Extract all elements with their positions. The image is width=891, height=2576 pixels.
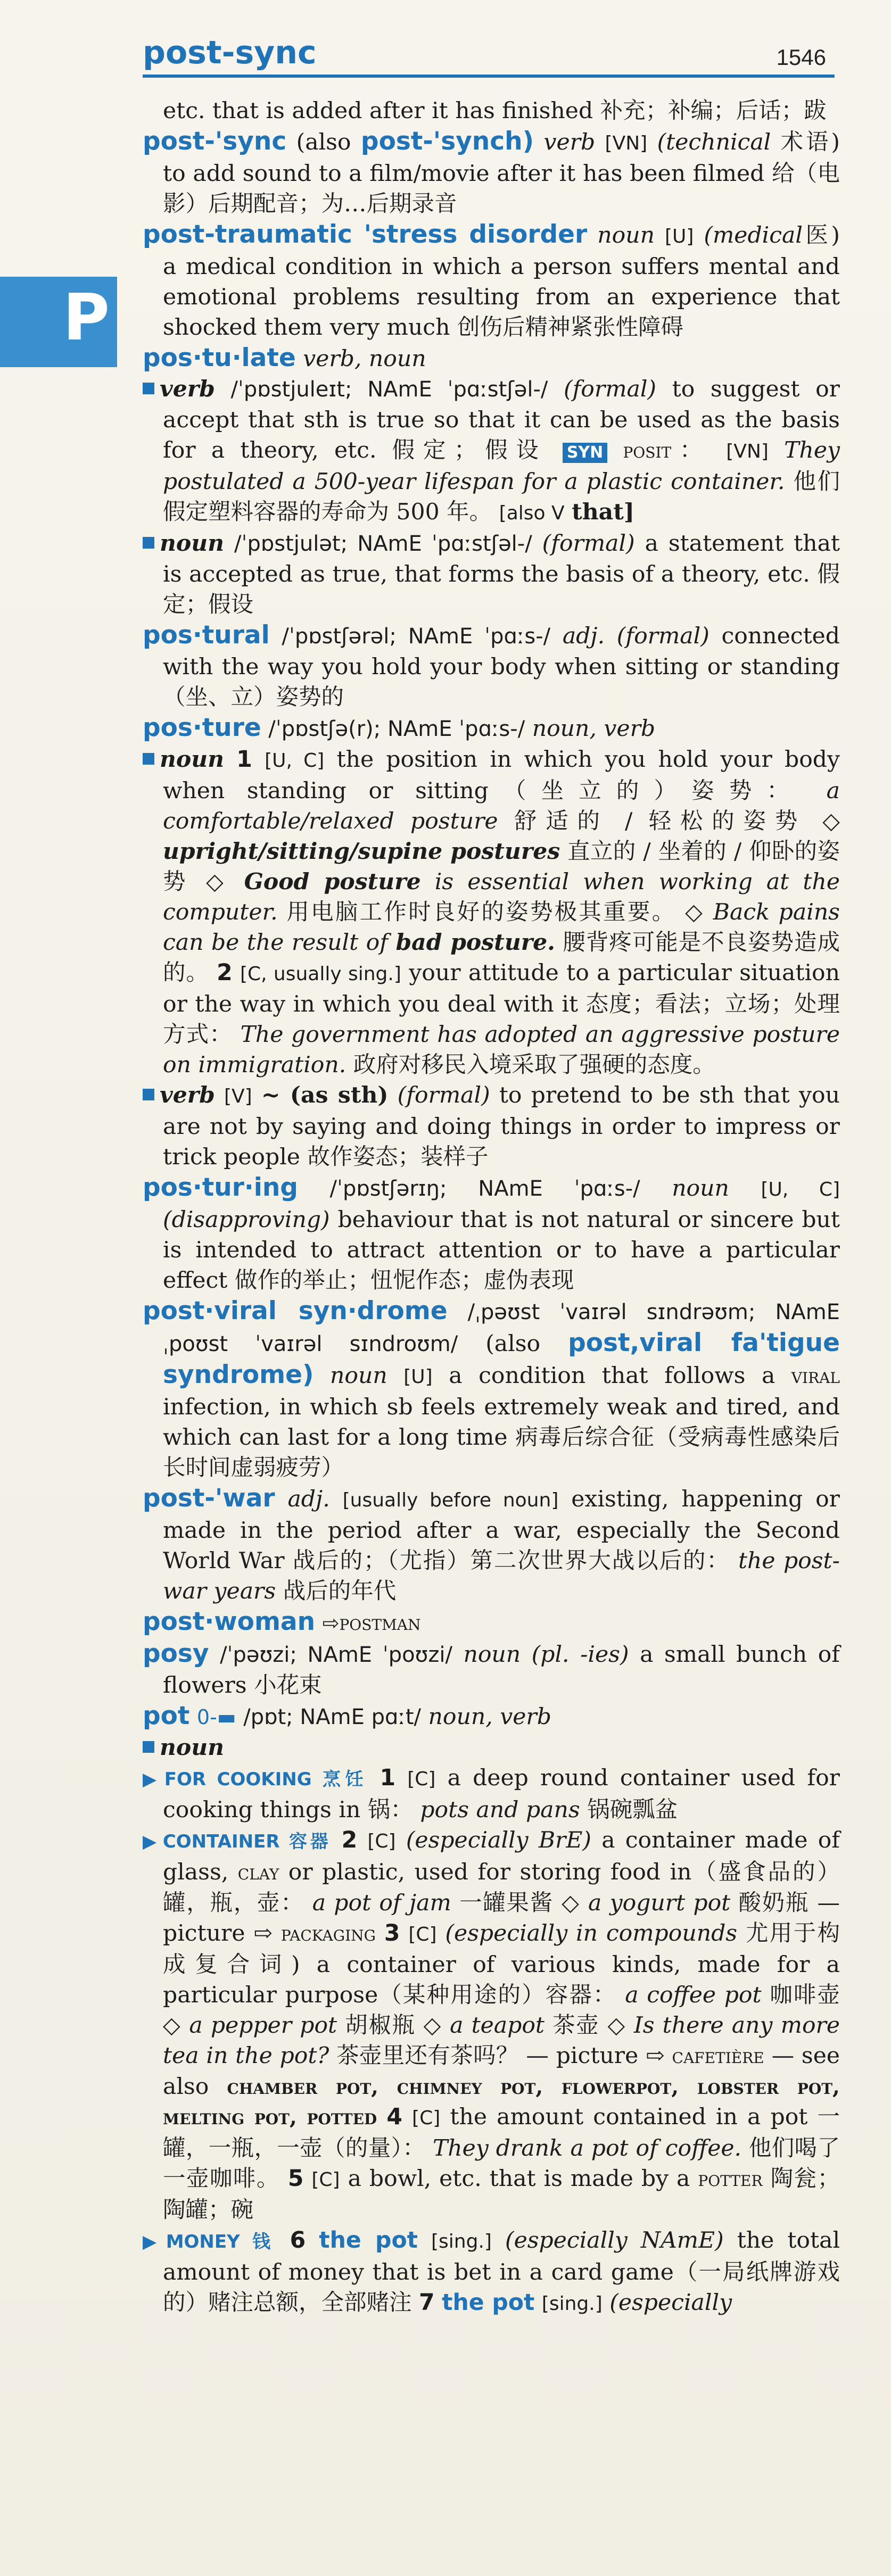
see-also-links[interactable]: chamber pot, chimney pot, flowerpot, lobster pot, melting pot, potted <box>163 2074 840 2130</box>
definition: 医) a medical condition in which a person suffers mental and emotional problems resulting from an experience that shocked them very much 创伤后精神紧张性障碍 <box>163 222 840 341</box>
headword: pos·tu·late <box>143 343 296 372</box>
running-head <box>143 30 845 81</box>
square-bullet-icon <box>143 383 154 394</box>
variant-headword: post,viral fa'tigue syndrome) <box>163 1328 840 1389</box>
entry-post-war: post-'war adj. [usually before noun] existing, happening or made in the period after a war, especially the Second World War 战后的；（尤指）第二次世界大战以后的： the post-war years 战后的年代 <box>143 1484 840 1604</box>
entry-post-sync: post-'sync (also post-'synch) verb [VN] (technical 术语) to add sound to a film/movie after it has been filmed 给（电影）后期配音；为…后期录音 <box>143 127 840 217</box>
key-word-icon: 0-▬ <box>196 1705 236 1729</box>
headword: post-traumatic 'stress disorder <box>143 220 588 249</box>
entry-posturing: pos·tur·ing /ˈpɒstʃərɪŋ; NAmE ˈpɑːs-/ noun [U, C] (disapproving) behaviour that is not natural or sincere but is intended to attract attention or to have a particular effect 做作的举止；忸怩作态；虚伪表现 <box>143 1173 840 1294</box>
thumb-index-tab <box>0 277 117 367</box>
sense-pot-1: ▶ FOR COOKING 烹饪 1 [C] a deep round container used for cooking things in 锅： pots and pans 锅碗瓢盆 <box>143 1765 840 1823</box>
square-bullet-icon <box>143 1741 154 1753</box>
continued-definition: etc. that is added after it has finished 补充；补编；后话；跋 <box>163 98 827 124</box>
sense-pot-6-7: ▶ MONEY 钱 6 the pot [sing.] (especially NAmE) the total amount of money that is bet in a card game（一局纸牌游戏的）赌注总额，全部赌注 7 the pot [sing.] (especially <box>143 2227 840 2316</box>
synonym-badge: SYN <box>563 443 607 463</box>
running-head-rule <box>143 74 835 78</box>
definition: to add sound to a film/movie after it has been filmed 给（电影）后期配音；为…后期录音 <box>163 161 840 217</box>
entry-postulate: pos·tu·late verb, noun <box>143 343 426 372</box>
entry-posy: posy /ˈpəʊzi; NAmE ˈpoʊzi/ noun (pl. -ies) a small bunch of flowers 小花束 <box>143 1639 840 1699</box>
headword: pot <box>143 1701 190 1730</box>
cross-reference-link[interactable]: postman <box>339 1611 421 1635</box>
sense-pot-noun-label: noun <box>143 1733 840 1763</box>
square-bullet-icon <box>143 537 154 549</box>
sense-postulate-verb: verb /ˈpɒstjuleɪt; NAmE ˈpɑːstʃəl-/ (formal) to suggest or accept that sth is true so that it can be used as the basis for a theory, etc. 假定；假设 SYN posit： [VN] They postulated a 500-year lifespan for a plastic container. 他们假定塑料容器的寿命为 500 年。 [also V that] <box>143 374 840 528</box>
cross-reference-link[interactable]: cafetière <box>672 2044 764 2068</box>
entry-ptsd: post-traumatic 'stress disorder noun [U] (medical医) a medical condition in which a person suffers mental and emotional problems resulting from an experience that shocked them very much 创伤后精神紧张性障碍 <box>143 220 840 341</box>
headword: post-'war <box>143 1484 275 1513</box>
entry-postural: pos·tural /ˈpɒstʃərəl; NAmE ˈpɑːs-/ adj. (formal) connected with the way you hold your body when sitting or standing（坐、立）姿势的 <box>143 620 840 710</box>
cross-reference-link[interactable]: packaging <box>280 1921 376 1946</box>
cross-reference-arrow-icon: ⇨ <box>322 1611 340 1635</box>
square-bullet-icon <box>143 1089 154 1100</box>
entry-pot: pot 0-▬ /pɒt; NAmE pɑːt/ noun, verb <box>143 1701 551 1730</box>
sense-pot-2-5: ▶ CONTAINER 容器 2 [C] (especially BrE) a container made of glass, clay or plastic, used for storing food in（盛食品的）罐，瓶，壶： a pot of jam 一罐果酱 ◇ a yogurt pot 酸奶瓶 — picture ⇨ packaging 3 [C] (especially in compounds 尤用于构成复合词) a container of various kinds, made for a particular purpose（某种用途的）容器： a coffee pot 咖啡壶 ◇ a pepper pot 胡椒瓶 ◇ a teapot 茶壶 ◇ Is there any more tea in the pot? 茶壶里还有茶吗？ — picture ⇨ cafetière — see also chamber pot, chimney pot, flowerpot, lobster pot, melting pot, potted 4 [C] the amount contained in a pot 一罐，一瓶，一壶（的量）： They drank a pot of coffee. 他们喝了一壶咖啡。 5 [C] a bowl, etc. that is made by a potter 陶瓮；陶罐；碗 <box>143 1827 840 2223</box>
headword: post·woman <box>143 1607 316 1636</box>
sense-posture-noun: noun 1 [U, C] the position in which you hold your body when standing or sitting（坐立的）姿势： a comfortable/relaxed posture 舒适的 / 轻松的姿势 ◇ upright/sitting/supine postures 直立的 / 坐着的 / 仰卧的姿势 ◇ Good posture is essential when working at the computer. 用电脑工作时良好的姿势极其重要。 ◇ Back pains can be the result of bad posture. 腰背疼可能是不良姿势造成的。 2 [C, usually sing.] your attitude to a particular situation or the way in which you deal with it 态度；看法；立场；处理方式： The government has adopted an aggressive posture on immigration. 政府对移民入境采取了强硬的态度。 <box>143 744 840 1080</box>
headword: pos·tur·ing <box>143 1173 298 1202</box>
triangle-bullet-icon: ▶ <box>143 1831 160 1852</box>
sense-postulate-noun: noun /ˈpɒstjulət; NAmE ˈpɑːstʃəl-/ (formal) a statement that is accepted as true, that forms the basis of a theory, etc. 假定；假设 <box>143 528 840 620</box>
square-bullet-icon <box>143 753 154 765</box>
variant-headword: post-'synch) <box>360 127 534 156</box>
running-head-word: post-sync <box>143 34 317 71</box>
headword: post-'sync <box>143 127 287 156</box>
page-number: 1546 <box>776 45 826 70</box>
entry-postwoman <box>143 1606 840 1638</box>
entry-postviral-syndrome: post·viral syn·drome /ˌpəʊst ˈvaɪrəl sɪndrəʊm; NAmE ˌpoʊst ˈvaɪrəl sɪndroʊm/ (also post,viral fa'tigue syndrome) noun [U] a condition that follows a viral infection, in which sb feels extremely weak and tired, and which can last for a long time 病毒后综合征（受病毒性感染后长时间虚弱疲劳） <box>143 1296 840 1481</box>
headword: pos·ture <box>143 713 261 742</box>
triangle-bullet-icon: ▶ <box>143 1769 161 1790</box>
triangle-bullet-icon: ▶ <box>143 2231 163 2252</box>
headword: posy <box>143 1639 209 1668</box>
entry-posture: pos·ture /ˈpɒstʃə(r); NAmE ˈpɑːs-/ noun, verb <box>143 713 656 742</box>
sense-posture-verb: verb [V] ~ (as sth) (formal) to pretend to be sth that you are not by saying and doing things in order to impress or trick people 故作姿态；装样子 <box>143 1080 840 1172</box>
headword: post·viral syn·drome <box>143 1296 448 1326</box>
headword: pos·tural <box>143 620 270 650</box>
entry-column <box>143 96 840 2319</box>
thumb-index-letter: P <box>63 281 110 355</box>
